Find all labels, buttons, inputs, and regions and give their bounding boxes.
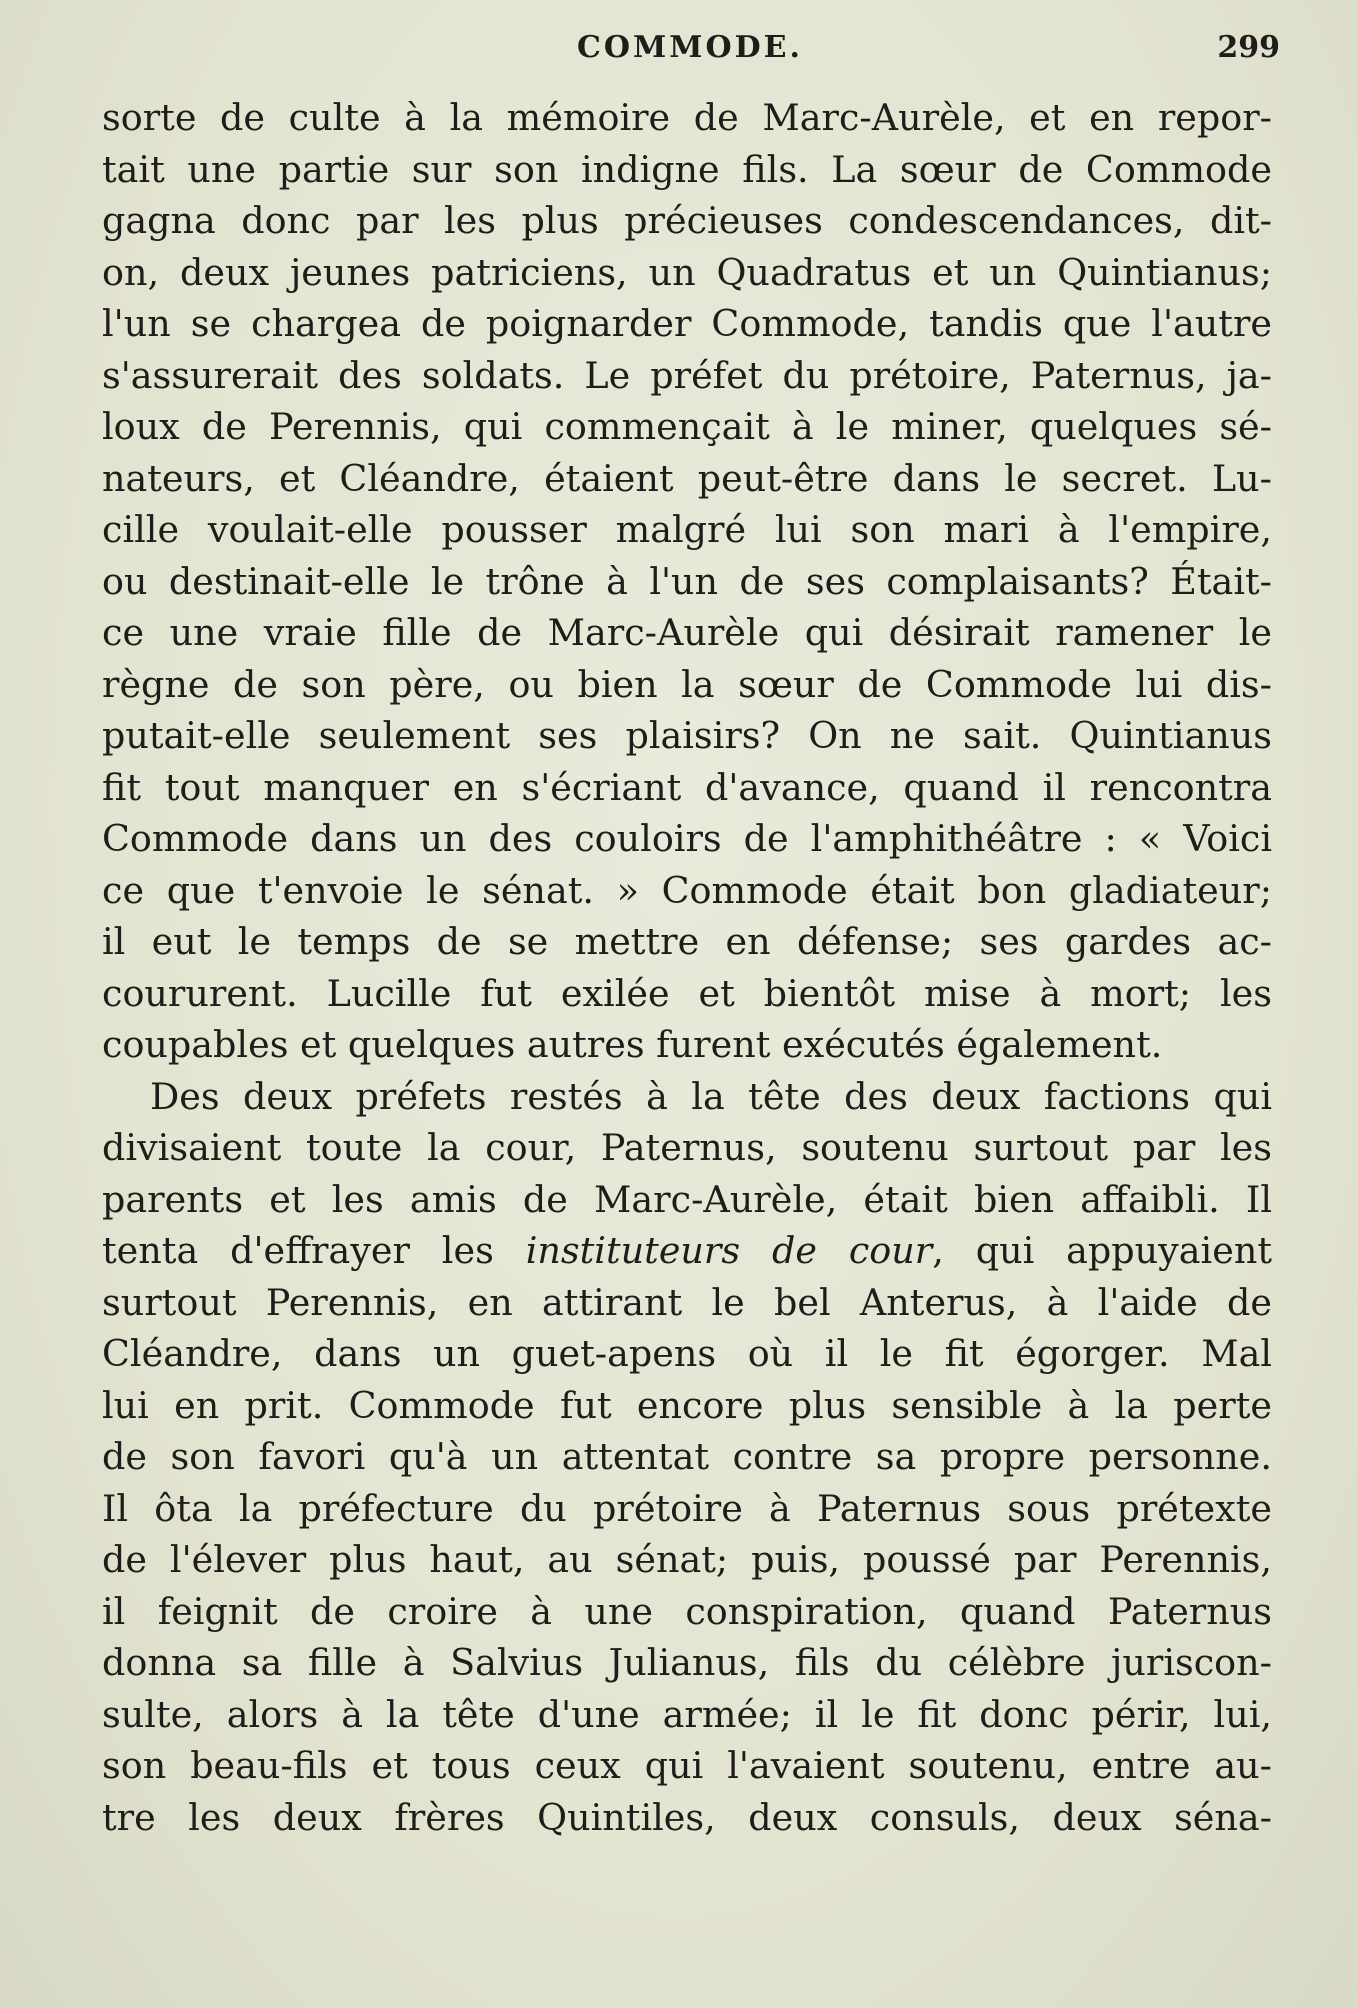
text-line: Commode dans un des couloirs de l'amphithéâtre : « Voici (102, 817, 1272, 860)
text-line: son beau-fils et tous ceux qui l'avaient soutenu, entre au- (102, 1744, 1272, 1787)
italic-phrase: instituteurs de cour (525, 1229, 933, 1272)
paragraph-end-line: coupables et quelques autres furent exécutés également. (102, 1023, 1163, 1066)
text-line: divisaient toute la cour, Paternus, soutenu surtout par les (102, 1126, 1272, 1169)
page-number: 299 (1217, 30, 1280, 65)
text-line: gagna donc par les plus précieuses condescendances, dit- (102, 199, 1272, 242)
text-segment: tenta d'effrayer les (102, 1229, 494, 1272)
text-line: parents et les amis de Marc-Aurèle, était bien affaibli. Il (102, 1177, 1272, 1221)
text-segment: , qui appuyaient (932, 1229, 1272, 1272)
text-line: il eut le temps de se mettre en défense; ses gardes ac- (102, 920, 1272, 963)
text-line: surtout Perennis, en attirant le bel Anterus, à l'aide de (102, 1280, 1272, 1324)
text-line: de l'élever plus haut, au sénat; puis, poussé par Perennis, (102, 1538, 1272, 1581)
text-line: règne de son père, ou bien la sœur de Commode lui dis- (102, 662, 1272, 706)
text-line: putait-elle seulement ses plaisirs? On ne sait. Quintianus (102, 714, 1272, 757)
page-header (100, 30, 1280, 80)
text-line: il feignit de croire à une conspiration, quand Paternus (102, 1589, 1272, 1633)
paragraph-start-line: Des deux préfets restés à la tête des deux factions qui (150, 1074, 1272, 1118)
text-line-with-italic (102, 1225, 1272, 1277)
text-line: loux de Perennis, qui commençait à le miner, quelques sé- (102, 405, 1272, 448)
page-body (102, 92, 1272, 1843)
text-line: de son favori qu'à un attentat contre sa propre personne. (102, 1435, 1272, 1478)
text-line: coururent. Lucille fut exilée et bientôt mise à mort; les (102, 971, 1272, 1015)
text-line: tre les deux frères Quintiles, deux consuls, deux séna- (102, 1795, 1272, 1839)
running-head: COMMODE. (577, 30, 803, 65)
text-line: tait une partie sur son indigne fils. La sœur de Commode (102, 147, 1272, 191)
text-line: fit tout manquer en s'écriant d'avance, quand il rencontra (102, 765, 1272, 809)
text-line: lui en prit. Commode fut encore plus sensible à la perte (102, 1383, 1272, 1427)
text-line: cille voulait-elle pousser malgré lui son mari à l'empire, (102, 508, 1272, 551)
text-line: Cléandre, dans un guet-apens où il le fit égorger. Mal (102, 1332, 1272, 1375)
text-line: Il ôta la préfecture du prétoire à Paternus sous prétexte (102, 1486, 1272, 1530)
text-line: ce que t'envoie le sénat. » Commode était bon gladiateur; (102, 868, 1272, 912)
text-line: sulte, alors à la tête d'une armée; il le fit donc périr, lui, (102, 1692, 1272, 1736)
text-line: on, deux jeunes patriciens, un Quadratus et un Quintianus; (102, 250, 1272, 294)
text-line: nateurs, et Cléandre, étaient peut-être dans le secret. Lu- (102, 456, 1272, 500)
text-line: l'un se chargea de poignarder Commode, tandis que l'autre (102, 302, 1272, 345)
text-line: sorte de culte à la mémoire de Marc-Aurèle, et en repor- (102, 96, 1272, 139)
text-line: s'assurerait des soldats. Le préfet du prétoire, Paternus, ja- (102, 353, 1272, 397)
text-line: ou destinait-elle le trône à l'un de ses complaisants? Était- (102, 559, 1272, 603)
text-line: ce une vraie fille de Marc-Aurèle qui désirait ramener le (102, 611, 1272, 654)
text-line: donna sa fille à Salvius Julianus, fils du célèbre juriscon- (102, 1641, 1272, 1684)
